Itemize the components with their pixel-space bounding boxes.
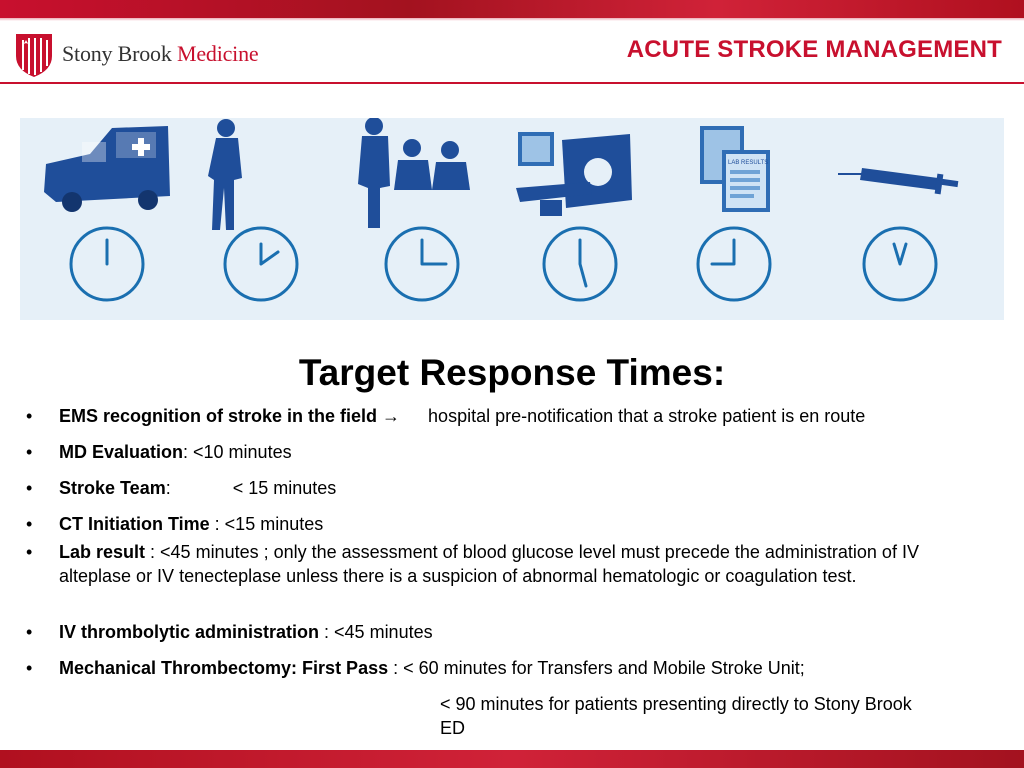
- lab-results-icon: [700, 126, 770, 212]
- logo-wordmark: Stony Brook Medicine: [62, 41, 259, 66]
- slide-title: ACUTE STROKE MANAGEMENT: [626, 36, 1002, 63]
- bullet-dot: •: [26, 478, 33, 498]
- section-heading: Target Response Times:: [298, 352, 726, 393]
- syringe-icon: [838, 168, 958, 194]
- item-value: : < 60 minutes for Transfers and Mobile Stroke Unit;: [388, 658, 805, 678]
- list-item: [26, 540, 936, 588]
- bullet-dot: •: [26, 622, 33, 642]
- list-item: [26, 620, 966, 644]
- bullet-dot: •: [26, 514, 33, 534]
- item-label: IV thrombolytic administration: [59, 622, 320, 642]
- header-divider: [0, 82, 1024, 84]
- list-item: [26, 476, 966, 500]
- shield-logo-icon: [14, 30, 54, 78]
- list-item: [26, 512, 966, 536]
- item-value: : <10 minutes: [183, 442, 292, 462]
- item-value: hospital pre-notification that a stroke patient is en route: [428, 406, 866, 426]
- ct-scanner-icon: [516, 132, 632, 216]
- list-item: [26, 404, 966, 428]
- top-red-band: [0, 0, 1024, 18]
- item-separator: :: [165, 478, 171, 498]
- ambulance-icon: [44, 126, 170, 212]
- bullet-dot: •: [26, 406, 33, 426]
- person-on-phone-icon: [208, 119, 242, 230]
- item-label: Mechanical Thrombectomy: First Pass: [59, 658, 389, 678]
- bottom-red-band: [0, 750, 1024, 768]
- thrombectomy-direct-note: < 90 minutes for patients presenting directly to Stony Brook ED: [440, 694, 912, 738]
- item-label: CT Initiation Time: [59, 514, 210, 534]
- list-item: [26, 440, 966, 464]
- stony-brook-logo: [14, 30, 258, 78]
- bullet-dot: •: [26, 658, 33, 678]
- lab-results-label: LAB RESULTS: [728, 160, 769, 166]
- item-label: EMS recognition of stroke in the field: [59, 406, 378, 426]
- item-value: : <45 minutes: [319, 622, 433, 642]
- item-label: Lab result: [59, 542, 146, 562]
- item-label: Stroke Team: [59, 478, 166, 498]
- item-value: : <15 minutes: [209, 514, 324, 534]
- bullet-dot: •: [26, 542, 33, 562]
- list-item: [26, 656, 966, 680]
- item-label: MD Evaluation: [59, 442, 184, 462]
- item-value: < 15 minutes: [232, 478, 337, 498]
- item-value: : <45 minutes ; only the assessment of blood glucose level must precede the administration of IV alteplase or IV tenecteplase unless there is a suspicion of abnormal hematologic or coagulation test.: [59, 542, 919, 586]
- workflow-banner: [20, 118, 1004, 320]
- bullet-dot: •: [26, 442, 33, 462]
- arrow-icon: →: [382, 406, 401, 426]
- medical-team-icon: [358, 118, 470, 228]
